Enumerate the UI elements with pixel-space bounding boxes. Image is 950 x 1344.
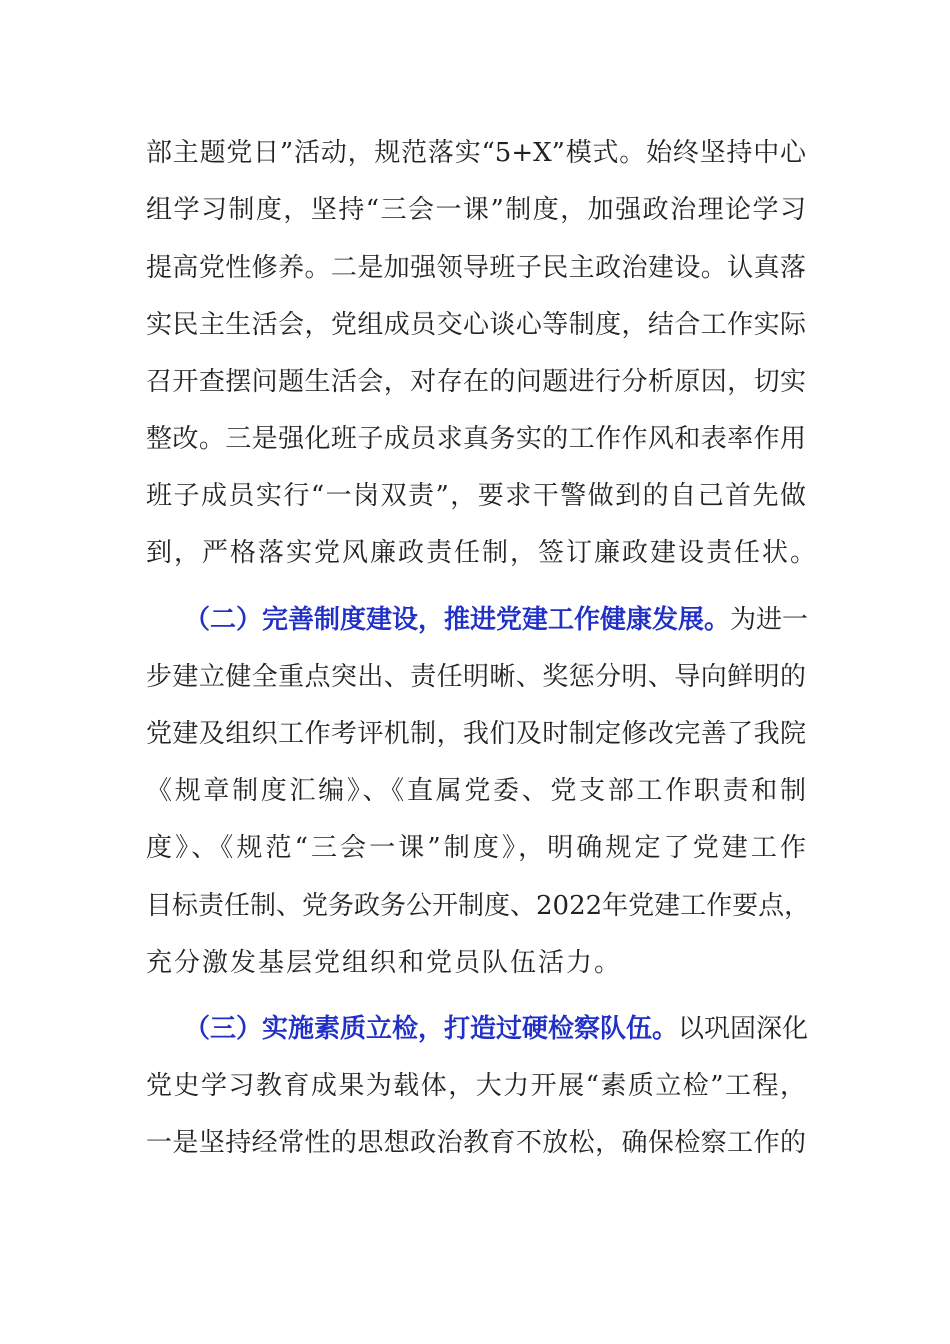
text-line: 党建及组织工作考评机制，我们及时制定修改完善了我院 <box>146 719 806 749</box>
text-line: 充分激发基层党组织和党员队伍活力。 <box>146 948 623 978</box>
text-line: 度》、《规范“三会一课”制度》，明确规定了党建工作 <box>146 833 806 863</box>
text-line: 整改。三是强化班子成员求真务实的工作作风和表率作用 <box>146 424 806 454</box>
text-line: 目标责任制、党务政务公开制度、2022年党建工作要点， <box>146 891 811 921</box>
text-line: 班子成员实行“一岗双责”，要求干警做到的自己首先做 <box>146 481 806 511</box>
paragraph-text: 以巩固深化 <box>678 1014 809 1044</box>
text-line: 召开查摆问题生活会，对存在的问题进行分析原因，切实 <box>146 367 806 397</box>
text-line: 《规章制度汇编》、《直属党委、党支部工作职责和制 <box>146 776 806 806</box>
text-line: 步建立健全重点突出、责任明晰、奖惩分明、导向鲜明的 <box>146 662 806 692</box>
text-line: 部主题党日”活动，规范落实“5+X”模式。始终坚持中心 <box>146 138 806 168</box>
text-line: 党史学习教育成果为载体，大力开展“素质立检”工程， <box>146 1071 806 1101</box>
text-line: 组学习制度，坚持“三会一课”制度，加强政治理论学习 <box>146 195 806 225</box>
section-heading: （三）实施素质立检，打造过硬检察队伍。 <box>184 1014 679 1044</box>
text-line: 实民主生活会，党组成员交心谈心等制度，结合工作实际 <box>146 310 806 340</box>
paragraph-first-line <box>184 1009 809 1049</box>
text-line: 提高党性修养。二是加强领导班子民主政治建设。认真落 <box>146 253 806 283</box>
text-line: 到，严格落实党风廉政责任制，签订廉政建设责任状。 <box>146 538 819 568</box>
text-line: 一是坚持经常性的思想政治教育不放松，确保检察工作的 <box>146 1128 806 1158</box>
paragraph-text: 为进一 <box>730 605 809 635</box>
section-heading: （二）完善制度建设，推进党建工作健康发展。 <box>184 605 731 635</box>
paragraph-first-line <box>184 600 809 640</box>
